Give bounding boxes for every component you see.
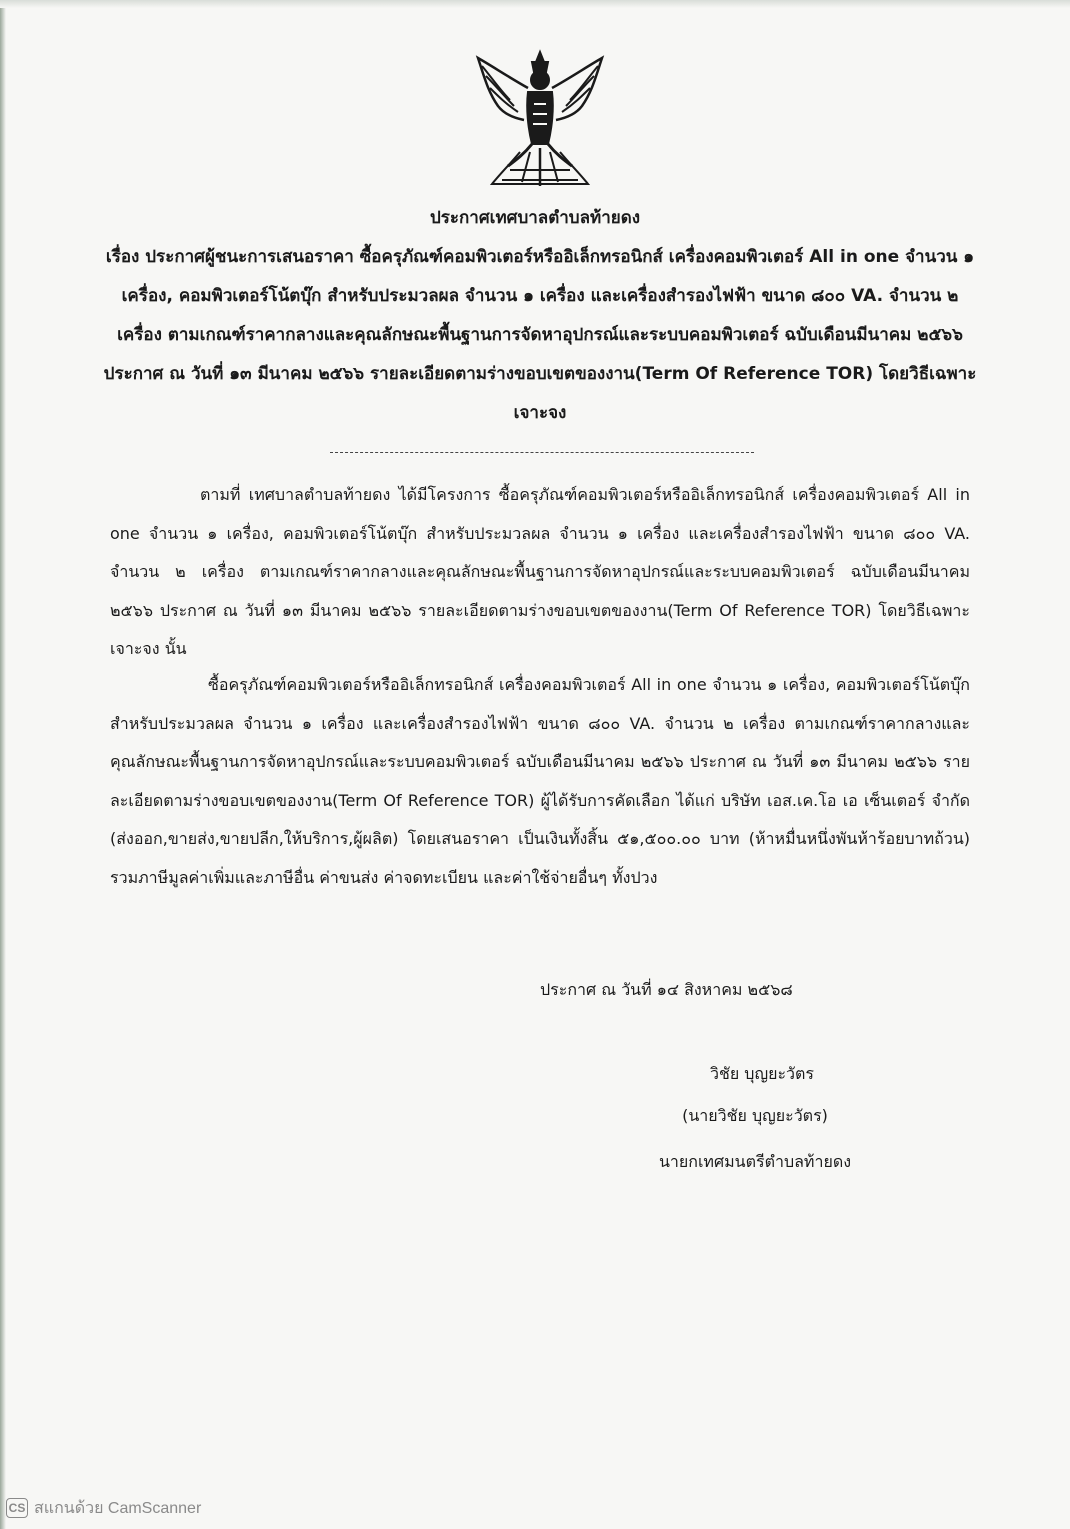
garuda-emblem-icon	[470, 48, 610, 190]
section-divider	[330, 452, 754, 453]
signature-name: วิชัย บุญยะวัตร	[709, 1064, 815, 1083]
signature-full-name: (นายวิชัย บุญยะวัตร)	[682, 1106, 828, 1125]
subject-text: ประกาศผู้ชนะการเสนอราคา ซื้อครุภัณฑ์คอมพิวเตอร์หรืออิเล็กทรอนิกส์ เครื่องคอมพิวเตอร์ All in one จำนวน ๑ เครื่อง, คอมพิวเตอร์โน้ตบุ๊ก สำหรับประมวลผล จำนวน ๑ เครื่อง และเครื่องสำรองไฟฟ้า ขนาด ๘๐๐ VA. จำนวน ๒ เครื่อง ตามเกณฑ์ราคากลางและคุณลักษณะพื้นฐานการจัดหาอุปกรณ์และระบบคอมพิวเตอร์ ฉบับเดือนมีนาคม ๒๕๖๖ ประกาศ ณ วันที่ ๑๓ มีนาคม ๒๕๖๖ รายละเอียดตามร่างขอบเขตของงาน(Term Of Reference TOR) โดยวิธีเฉพาะเจาะจง	[103, 247, 977, 423]
camscanner-logo-icon: CS	[6, 1498, 28, 1518]
camscanner-watermark	[6, 1497, 201, 1519]
announcement-title: ประกาศเทศบาลตำบลท้ายดง	[429, 208, 641, 228]
announcement-date: ประกาศ ณ วันที่ ๑๔ สิงหาคม ๒๕๖๘	[540, 980, 793, 999]
signature-position: นายกเทศมนตรีตำบลท้ายดง	[658, 1152, 852, 1171]
body-paragraph-1: ตามที่ เทศบาลตำบลท้ายดง ได้มีโครงการ ซื้อครุภัณฑ์คอมพิวเตอร์หรืออิเล็กทรอนิกส์ เครื่องคอมพิวเตอร์ All in one จำนวน ๑ เครื่อง, คอมพิวเตอร์โน้ตบุ๊ก สำหรับประมวลผล จำนวน ๑ เครื่อง และเครื่องสำรองไฟฟ้า ขนาด ๘๐๐ VA. จำนวน ๒ เครื่อง ตามเกณฑ์ราคากลางและคุณลักษณะพื้นฐานการจัดหาอุปกรณ์และระบบคอมพิวเตอร์ ฉบับเดือนมีนาคม ๒๕๖๖ ประกาศ ณ วันที่ ๑๓ มีนาคม ๒๕๖๖ รายละเอียดตามร่างขอบเขตของงาน(Term Of Reference TOR) โดยวิธีเฉพาะเจาะจง นั้น	[110, 485, 970, 658]
subject-label: เรื่อง	[105, 247, 140, 267]
scan-edge-top	[0, 0, 1070, 8]
body-paragraph-2: ซื้อครุภัณฑ์คอมพิวเตอร์หรืออิเล็กทรอนิกส์ เครื่องคอมพิวเตอร์ All in one จำนวน ๑ เครื่อง, คอมพิวเตอร์โน้ตบุ๊ก สำหรับประมวลผล จำนวน ๑ เครื่อง และเครื่องสำรองไฟฟ้า ขนาด ๘๐๐ VA. จำนวน ๒ เครื่อง ตามเกณฑ์ราคากลางและคุณลักษณะพื้นฐานการจัดหาอุปกรณ์และระบบคอมพิวเตอร์ ฉบับเดือนมีนาคม ๒๕๖๖ ประกาศ ณ วันที่ ๑๓ มีนาคม ๒๕๖๖ รายละเอียดตามร่างขอบเขตของงาน(Term Of Reference TOR) ผู้ได้รับการคัดเลือก ได้แก่ บริษัท เอส.เค.โอ เอ เซ็นเตอร์ จำกัด (ส่งออก,ขายส่ง,ขายปลีก,ให้บริการ,ผู้ผลิต) โดยเสนอราคา เป็นเงินทั้งสิ้น ๕๑,๕๐๐.๐๐ บาท (ห้าหมื่นหนึ่งพันห้าร้อยบาทถ้วน) รวมภาษีมูลค่าเพิ่มและภาษีอื่น ค่าขนส่ง ค่าจดทะเบียน และค่าใช้จ่ายอื่นๆ ทั้งปวง	[110, 675, 971, 887]
announcement-subject	[100, 238, 980, 433]
camscanner-label: สแกนด้วย CamScanner	[34, 1499, 202, 1517]
